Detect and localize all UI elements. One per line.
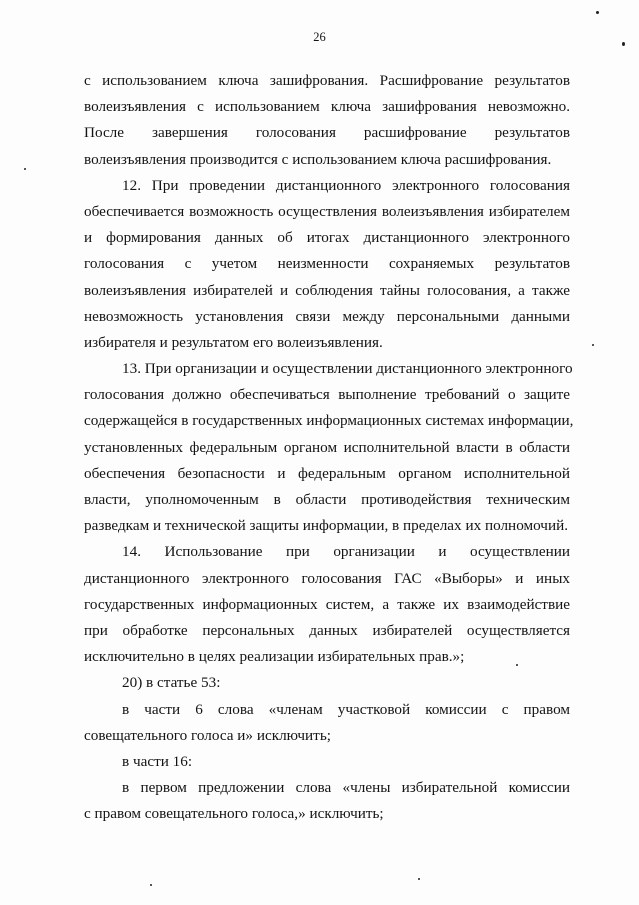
text-line: власти, уполномоченным в области противодействия техническим <box>84 491 570 508</box>
text-line: с использованием ключа зашифрования. Расшифрование результатов <box>84 72 570 89</box>
text-line: в части 16: <box>122 752 193 770</box>
text-line: голосования с учетом неизменности сохраняемых результатов <box>84 255 570 273</box>
page-number: 26 <box>313 30 326 44</box>
text-line: 14. Использование при организации и осуществлении <box>122 543 570 561</box>
text-line: волеизъявления с использованием ключа зашифрования невозможно. <box>84 98 570 116</box>
document-body <box>84 68 574 827</box>
text-line: при обработке персональных данных избирателей осуществляется <box>84 621 570 639</box>
text-line: в первом предложении слова «члены избирательной комиссии <box>122 779 570 797</box>
text-line: волеизъявления избирателей и соблюдения тайны голосования, а также <box>84 281 570 299</box>
text-line: исключительно в целях реализации избирательных прав.»; <box>84 648 465 666</box>
text-line: невозможность установления связи между персональными данными <box>84 307 570 325</box>
text-line: После завершения голосования расшифрование результатов <box>84 124 570 142</box>
scan-speck <box>596 11 599 14</box>
text-line: обеспечения безопасности и федеральным органом исполнительной <box>84 464 570 482</box>
text-line: голосования должно обеспечиваться выполнение требований о защите <box>84 386 570 404</box>
text-line: обеспечивается возможность осуществления волеизъявления избирателем <box>84 202 570 220</box>
text-line: избирателя и результатом его волеизъявления. <box>84 333 383 351</box>
scan-speck <box>418 878 420 880</box>
text-line: волеизъявления производится с использованием ключа расшифрования. <box>84 150 552 168</box>
text-line: государственных информационных систем, а также их взаимодействие <box>84 595 570 613</box>
scan-speck <box>516 664 518 666</box>
text-line: с правом совещательного голоса,» исключить; <box>84 805 384 823</box>
text-line: 13. При организации и осуществлении дистанционного электронного <box>122 360 573 378</box>
text-line: содержащейся в государственных информационных системах информации, <box>84 412 574 430</box>
scan-speck <box>622 42 625 46</box>
text-line: разведкам и технической защиты информации, в пределах их полномочий. <box>84 517 568 535</box>
text-line: и формирования данных об итогах дистанционного электронного <box>84 229 570 247</box>
text-line: установленных федеральным органом исполнительной власти в области <box>84 438 570 456</box>
scan-speck <box>592 344 594 346</box>
text-line: в части 6 слова «членам участковой комиссии с правом <box>122 700 570 718</box>
text-line: совещательного голоса и» исключить; <box>84 726 331 744</box>
scan-speck <box>150 884 152 886</box>
text-line: 20) в статье 53: <box>122 674 221 692</box>
text-line: дистанционного электронного голосования ГАС «Выборы» и иных <box>84 569 570 587</box>
text-line: 12. При проведении дистанционного электронного голосования <box>122 176 570 194</box>
scan-speck <box>24 168 26 170</box>
